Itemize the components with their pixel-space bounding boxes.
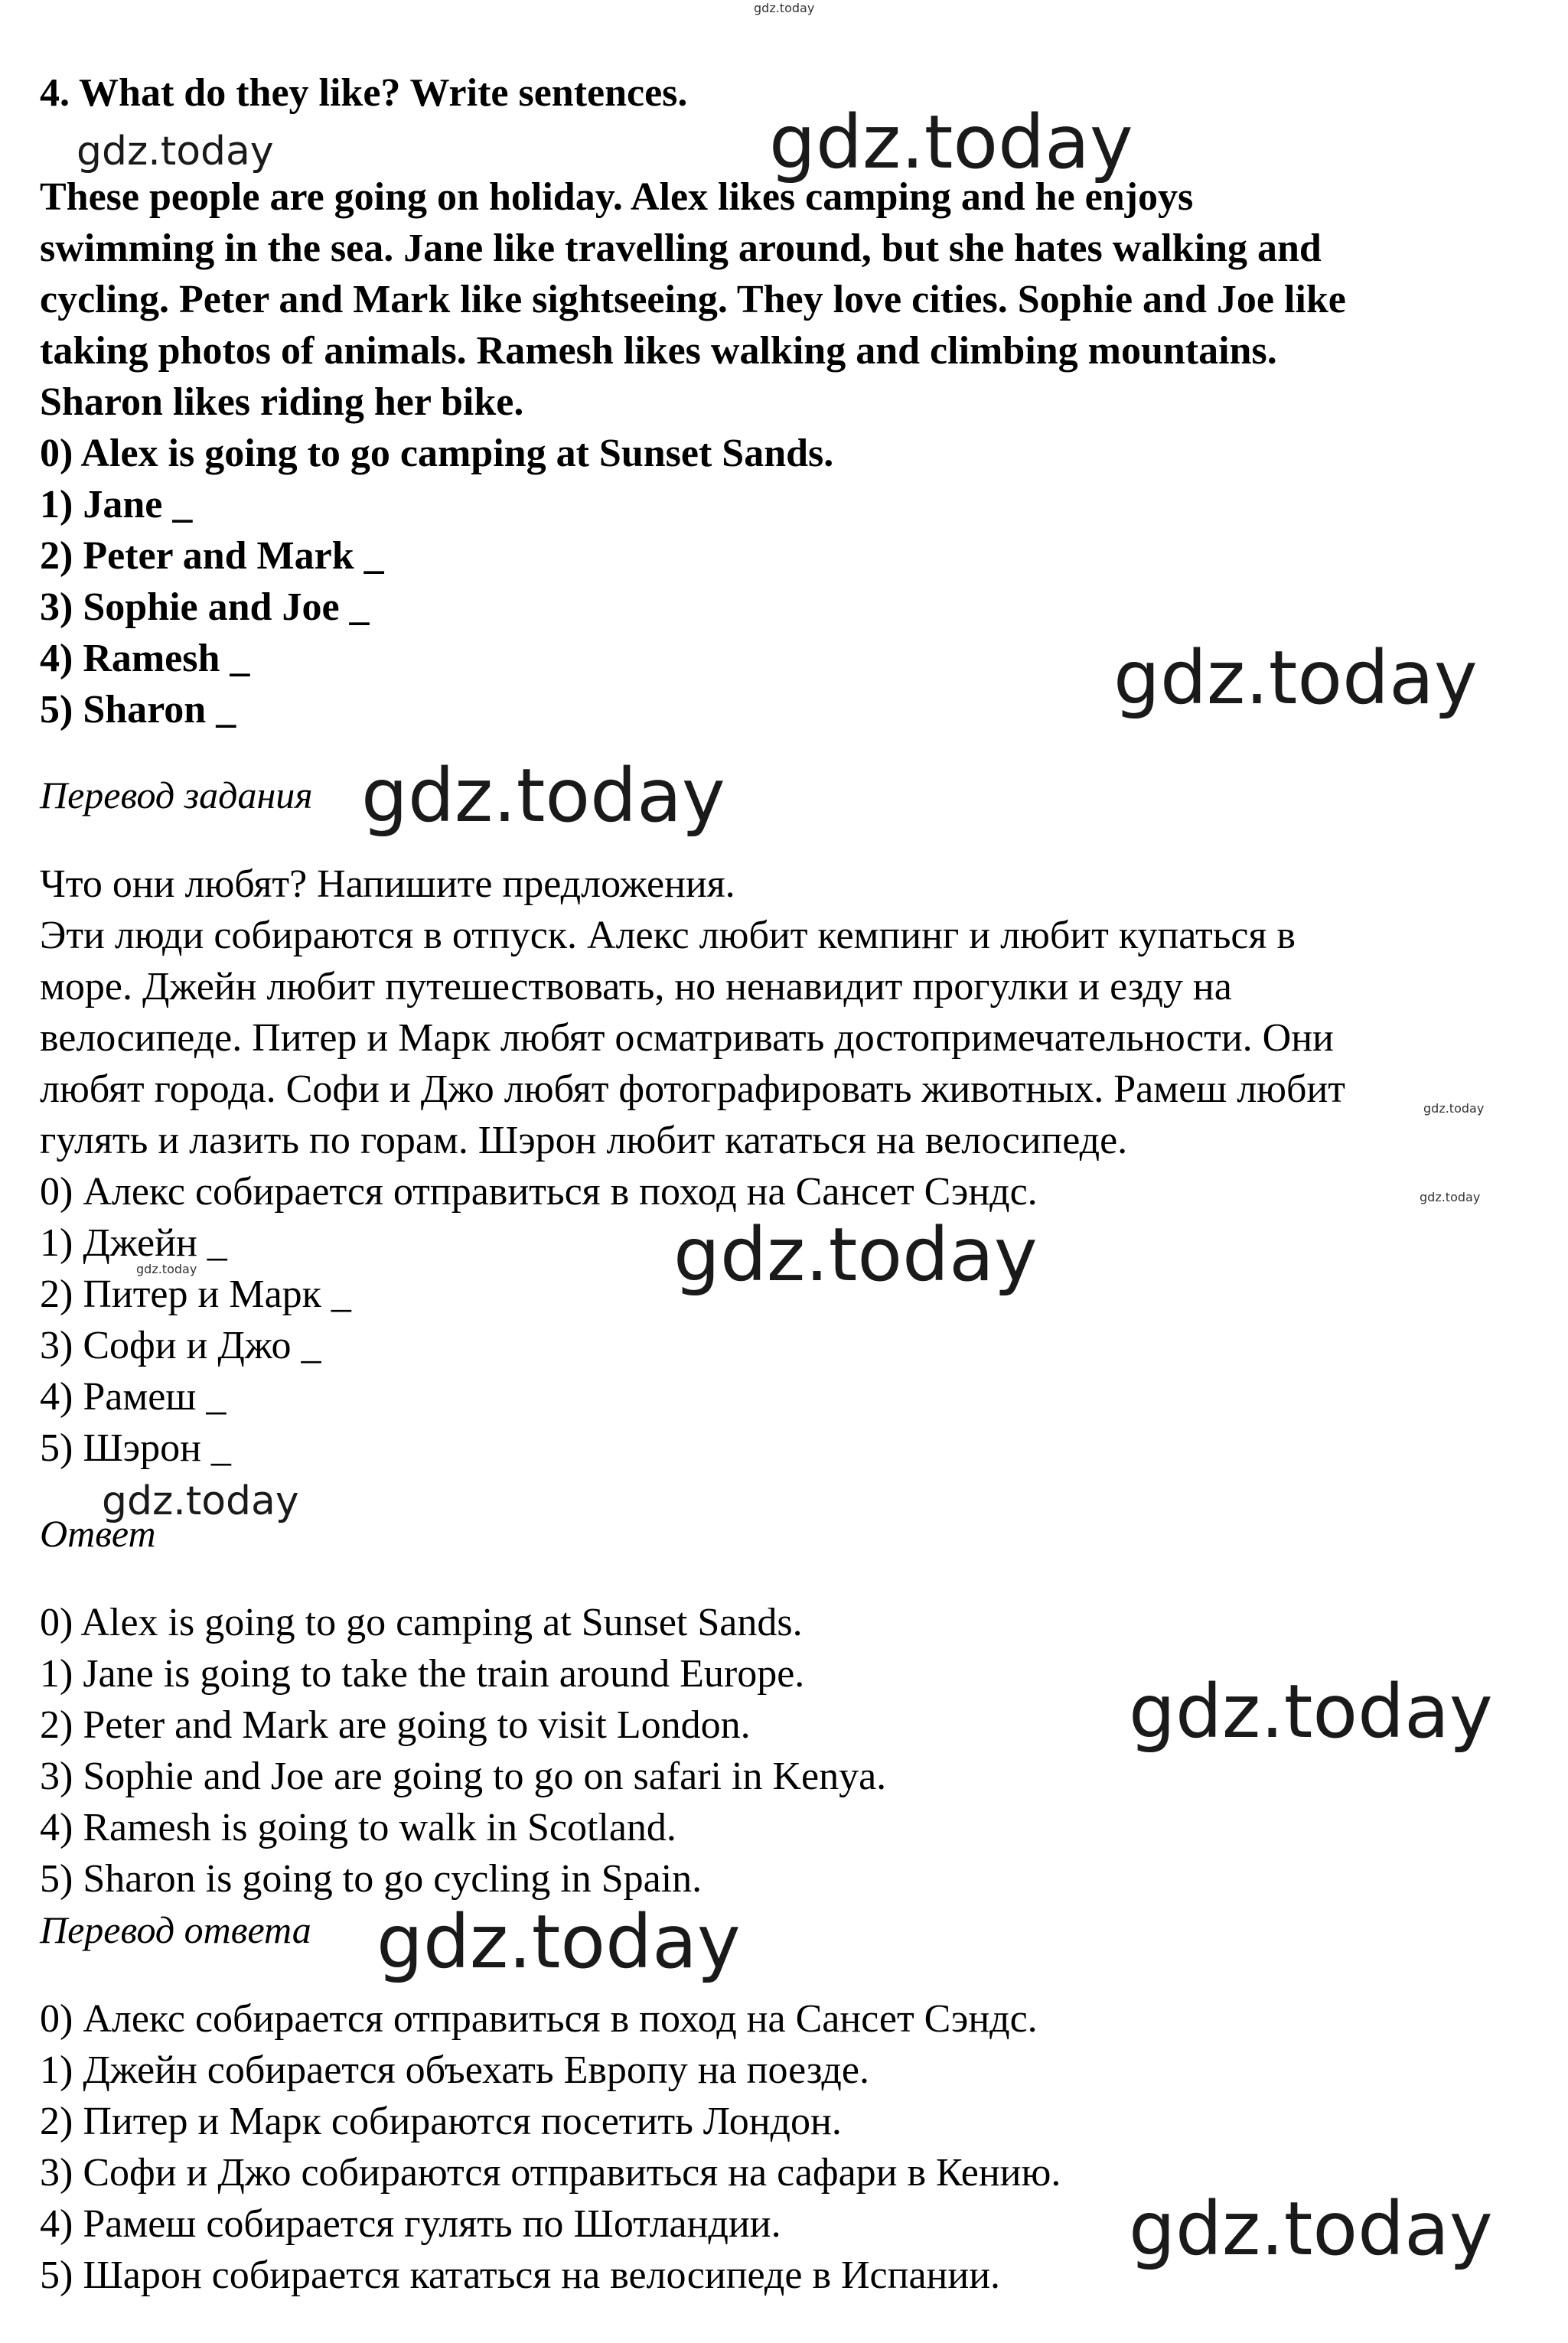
watermark: gdz.today [377, 1899, 741, 1985]
translation-paragraph-line: море. Джейн любит путешествовать, но ненавидит прогулки и езду на [40, 965, 1232, 1009]
answer-translation-item: 5) Шарон собирается кататься на велосипеде в Испании. [40, 2253, 1001, 2297]
answer-item: 4) Ramesh is going to walk in Scotland. [40, 1806, 676, 1849]
task-paragraph-line: cycling. Peter and Mark like sightseeing. They love cities. Sophie and Joe like [40, 278, 1346, 321]
answer-translation-item: 3) Софи и Джо собираются отправиться на сафари в Кению. [40, 2151, 1061, 2195]
task-paragraph-line: These people are going on holiday. Alex likes camping and he enjoys [40, 175, 1194, 219]
answer-item: 0) Alex is going to go camping at Sunset Sands. [40, 1601, 803, 1644]
translation-item: 1) Джейн _ [40, 1221, 227, 1265]
task-paragraph-line: taking photos of animals. Ramesh likes walking and climbing mountains. [40, 329, 1277, 373]
watermark: gdz.today [361, 753, 725, 839]
task-item: 2) Peter and Mark _ [40, 534, 384, 578]
watermark: gdz.today [1423, 1101, 1485, 1116]
answer-item: 5) Sharon is going to go cycling in Spain. [40, 1857, 703, 1901]
watermark: gdz.today [1129, 2186, 1493, 2272]
answer-translation-item: 0) Алекс собирается отправиться в поход на Сансет Сэндс. [40, 1997, 1038, 2041]
translation-label: Перевод задания [40, 774, 313, 816]
translation-item: 4) Рамеш _ [40, 1375, 227, 1419]
answer-translation-item: 2) Питер и Марк собираются посетить Лондон. [40, 2100, 842, 2143]
translation-item: 2) Питер и Марк _ [40, 1273, 351, 1316]
task-item: 5) Sharon _ [40, 688, 236, 732]
task-heading: 4. What do they like? Write sentences. [40, 71, 688, 115]
answer-translation-item: 4) Рамеш собирается гулять по Шотландии. [40, 2202, 781, 2246]
watermark: gdz.today [1113, 635, 1478, 721]
task-paragraph-line: Sharon likes riding her bike. [40, 380, 524, 424]
watermark: gdz.today [1420, 1190, 1481, 1204]
translation-item: 5) Шэрон _ [40, 1426, 231, 1470]
answer-item: 3) Sophie and Joe are going to go on safari in Kenya. [40, 1755, 887, 1798]
translation-item: 3) Софи и Джо _ [40, 1324, 321, 1367]
watermark: gdz.today [673, 1212, 1038, 1298]
answer-translation-label: Перевод ответа [40, 1908, 311, 1951]
task-item: 1) Jane _ [40, 483, 193, 526]
translation-item: 0) Алекс собирается отправиться в поход на Сансет Сэндс. [40, 1170, 1038, 1214]
watermark: gdz.today [1129, 1669, 1493, 1755]
watermark: gdz.today [754, 1, 815, 15]
translation-paragraph-line: гулять и лазить по горам. Шэрон любит кататься на велосипеде. [40, 1119, 1128, 1162]
answer-item: 2) Peter and Mark are going to visit London. [40, 1703, 751, 1747]
watermark: gdz.today [136, 1262, 197, 1276]
answer-label: Ответ [40, 1512, 156, 1555]
translation-paragraph-line: велосипеде. Питер и Марк любят осматривать достопримечательности. Они [40, 1016, 1334, 1060]
translation-heading: Что они любят? Напишите предложения. [40, 862, 735, 906]
task-item: 3) Sophie and Joe _ [40, 585, 370, 629]
answer-translation-item: 1) Джейн собирается объехать Европу на поезде. [40, 2048, 869, 2092]
task-paragraph-line: swimming in the sea. Jane like travelling around, but she hates walking and [40, 226, 1322, 270]
task-item: 4) Ramesh _ [40, 637, 250, 680]
task-item: 0) Alex is going to go camping at Sunset Sands. [40, 432, 834, 475]
translation-paragraph-line: Эти люди собираются в отпуск. Алекс любит кемпинг и любит купаться в [40, 914, 1296, 957]
watermark: gdz.today [77, 129, 274, 174]
answer-item: 1) Jane is going to take the train around Europe. [40, 1652, 805, 1696]
watermark: gdz.today [769, 99, 1133, 185]
watermark: gdz.today [102, 1478, 299, 1524]
translation-paragraph-line: любят города. Софи и Джо любят фотографировать животных. Рамеш любит [40, 1067, 1346, 1111]
